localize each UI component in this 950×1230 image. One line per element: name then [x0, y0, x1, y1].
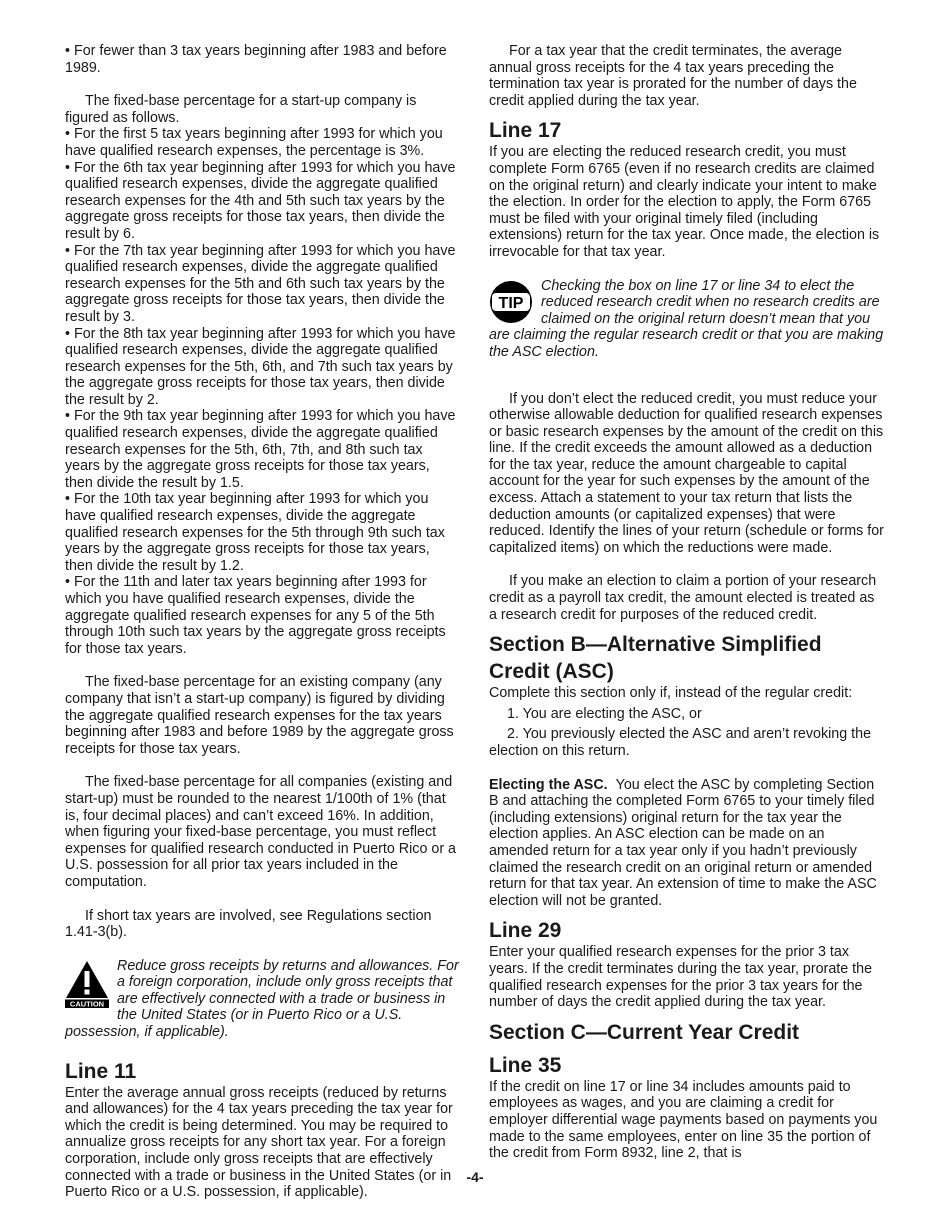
tip-label: TIP	[498, 294, 524, 312]
startup-bullet-list	[65, 126, 461, 657]
right-column	[489, 43, 885, 1162]
list-item: 1. You are electing the ASC, or	[507, 705, 702, 722]
caution-icon	[65, 960, 109, 1008]
bullet-paragraph: • For fewer than 3 tax years beginning after 1983 and before 1989.	[65, 43, 461, 76]
existing-company-paragraph: The fixed-base percentage for an existing company (any company that isn’t a start-up company) is figured by dividing the aggregate qualified research expenses for the tax years beginning after 1983 and before 1989 by the aggregate gross receipts for those tax years.	[65, 674, 454, 757]
rounding-paragraph: The fixed-base percentage for all companies (existing and start-up) must be rounded to the nearest 1/100th of 1% (that is, four decimal places) and can’t exceed 16%. In addition, when figuring your fixed-base percentage, you must reflect expenses for qualified research conducted in Puerto Rico or a U.S. possession for all prior tax years included in the computation.	[65, 774, 457, 890]
electing-asc-runin: Electing the ASC.	[489, 776, 608, 793]
left-column	[65, 43, 461, 1201]
termination-paragraph: For a tax year that the credit terminates, the average annual gross receipts for the 4 tax years preceding the termination tax year is prorated for the number of days the credit applied during the tax year.	[489, 43, 857, 109]
list-item: 2. You previously elected the ASC and aren’t revoking the election on this return.	[489, 726, 872, 759]
caution-note	[65, 958, 461, 1041]
page-number: -4-	[466, 1169, 484, 1185]
section-b-intro: Complete this section only if, instead of the regular credit:	[489, 685, 853, 702]
line-35-heading: Line 35	[489, 1053, 562, 1077]
line-29-text: Enter your qualified research expenses for the prior 3 tax years. If the credit terminates during the tax year, prorate the qualified research expenses for the prior 3 tax years for the number of days the credit applied during the tax year.	[489, 944, 873, 1011]
caution-label: CAUTION	[69, 999, 105, 1008]
electing-asc-text: You elect the ASC by completing Section B and attaching the completed Form 6765 to your timely filed (including extensions) original return for the tax year the election applies. An ASC election can be made on an amended return for a tax year only if you hadn’t previously claimed the research credit on an original return or amended return for that tax year. An extension of time to make the ASC election will not be granted.	[489, 776, 877, 909]
startup-intro: The fixed-base percentage for a start-up company is figured as follows.	[65, 93, 417, 126]
line-17-heading: Line 17	[489, 119, 562, 143]
line-11-text: Enter the average annual gross receipts (reduced by returns and allowances) for the 4 tax years preceding the tax year for which the credit is being determined. You may be required to annualize gross receipts for any short tax year. For a foreign corporation, include only gross receipts that are effectively connected with a trade or business in the United States (or in Puerto Rico or a U.S. possession, if applicable).	[65, 1084, 453, 1201]
line-35-text: If the credit on line 17 or line 34 includes amounts paid to employees as wages, and you are claiming a credit for employer differential wage payments based on payments you made to the same employees, enter on line 35 the portion of the credit from Form 8932, line 2, that is	[489, 1078, 878, 1162]
line-29-heading: Line 29	[489, 919, 562, 943]
payroll-credit-paragraph: If you make an election to claim a portion of your research credit as a payroll tax credit, the amount elected is treated as a research credit for purposes of the reduced credit.	[489, 573, 877, 623]
section-b-heading: Section B—Alternative Simplified Credit (ASC)	[489, 633, 822, 684]
list-item: • For the 6th tax year beginning after 1993 for which you have qualified research expenses, divide the aggregate qualified research expenses for the 4th and 5th such tax years by the aggregate gross receipts for those tax years, then divide the result by 6.	[65, 160, 461, 243]
caution-text: Reduce gross receipts by returns and allowances. For a foreign corporation, include only gross receipts that are effectively connected with a trade or business in the United States (or in Puerto Rico or a U.S. possession, if applicable).	[65, 957, 459, 1041]
reduce-deduction-paragraph: If you don’t elect the reduced credit, you must reduce your otherwise allowable deduction for qualified research expenses or basic research expenses by the amount of the credit on this line. If the credit exceeds the amount allowed as a deduction for the tax year, reduce the amount chargeable to capital account for the year for such expenses by the amount of the excess. Attach a statement to your tax return that lists the deduction amounts (or capitalized expenses) that were reduced. Identify the lines of your return (schedule or forms for capitalized items) on which the reductions were made.	[489, 390, 884, 556]
tip-text: Checking the box on line 17 or line 34 to elect the reduced research credit when no research credits are claimed on the original return doesn’t mean that you are claiming the regular research credit or that you are making the ASC election.	[489, 277, 884, 360]
list-item: • For the 8th tax year beginning after 1993 for which you have qualified research expenses, divide the aggregate qualified research expenses for the 5th, 6th, and 7th such tax years by the aggregate gross receipts for those tax years, then divide the result by 2.	[65, 326, 461, 409]
line-11-heading: Line 11	[65, 1059, 137, 1083]
line-17-text: If you are electing the reduced research credit, you must complete Form 6765 (even if no research credits are claimed on the original return) and clearly indicate your intent to make the election. In order for the election to apply, the Form 6765 must be filed with your original timely filed (including extensions) return for the tax year. Once made, the election is irrevocable for that tax year.	[489, 144, 880, 260]
electing-asc-paragraph	[489, 777, 885, 910]
list-item: • For the 9th tax year beginning after 1993 for which you have qualified research expenses, divide the aggregate qualified research expenses for the 5th, 6th, 7th, and 8th such tax years by the aggregate gross receipts for those tax years, then divide the result by 1.5.	[65, 408, 461, 491]
tip-note	[489, 278, 885, 361]
list-item: • For the first 5 tax years beginning after 1993 for which you have qualified research expenses, the percentage is 3%.	[65, 126, 461, 159]
section-c-heading: Section C—Current Year Credit	[489, 1020, 800, 1044]
short-years-paragraph: If short tax years are involved, see Regulations section 1.41-3(b).	[65, 907, 432, 941]
tip-icon	[489, 280, 533, 324]
list-item: • For the 7th tax year beginning after 1993 for which you have qualified research expenses, divide the aggregate qualified research expenses for the 5th and 6th such tax years by the aggregate gross receipts for those tax years, then divide the result by 3.	[65, 243, 461, 326]
list-item: • For the 10th tax year beginning after 1993 for which you have qualified research expenses, divide the aggregate qualified research expenses for the 5th through 9th such tax years by the aggregate gross receipts for those tax years, then divide the result by 1.2.	[65, 491, 461, 574]
list-item: • For the 11th and later tax years beginning after 1993 for which you have qualified research expenses, divide the aggregate qualified research expenses for any 5 of the 5th through 10th such tax years by the aggregate gross receipts for those tax years.	[65, 574, 461, 657]
